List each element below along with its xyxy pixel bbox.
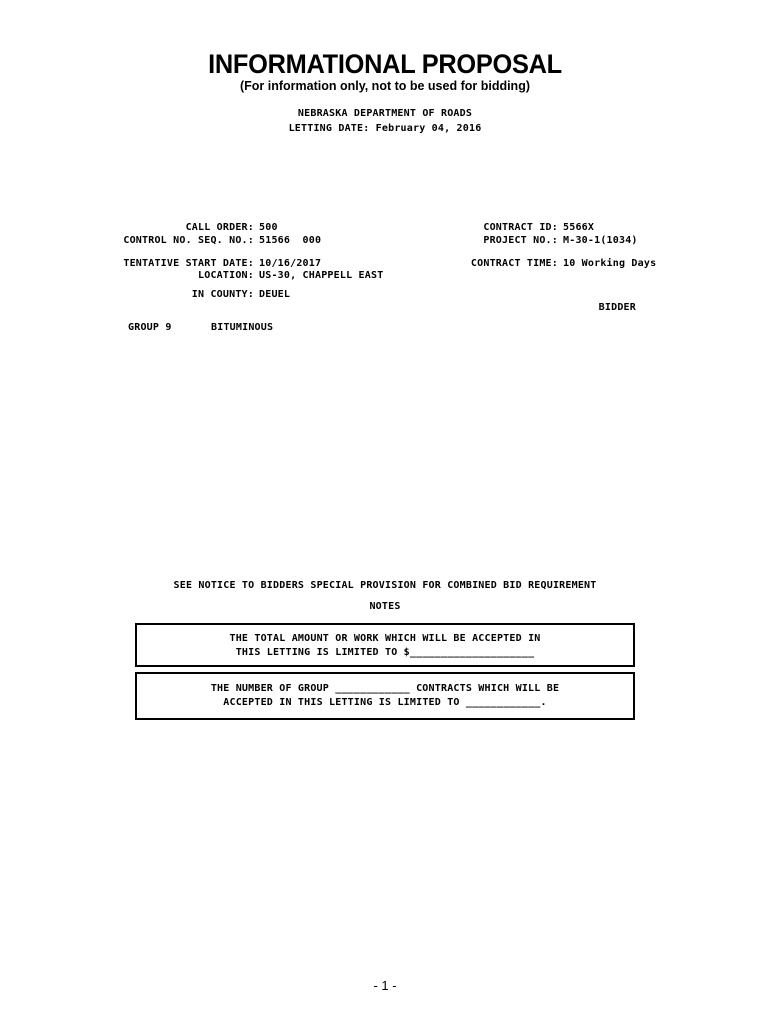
page-number: - 1 - <box>373 978 397 993</box>
group-value: BITUMINOUS <box>211 322 274 333</box>
start-date-value: 10/16/2017 <box>259 258 322 269</box>
bidder-label: BIDDER <box>598 302 636 313</box>
department-name: NEBRASKA DEPARTMENT OF ROADS <box>297 108 473 119</box>
combined-bid-notice: SEE NOTICE TO BIDDERS SPECIAL PROVISION FOR COMBINED BID REQUIREMENT <box>173 580 597 591</box>
contract-time-label: CONTRACT TIME: <box>470 258 558 269</box>
contract-id-value: 5566X <box>563 222 595 233</box>
total-amount-line-2: THIS LETTING IS LIMITED TO $____________________ <box>235 647 535 658</box>
notes-label: NOTES <box>369 601 401 612</box>
project-no-label: PROJECT NO.: <box>483 235 558 246</box>
contract-id-label: CONTRACT ID: <box>483 222 558 233</box>
page-subtitle: (For information only, not to be used for bidding) <box>239 79 530 93</box>
call-order-value: 500 <box>259 222 278 233</box>
contract-time-value: 10 Working Days <box>563 258 657 269</box>
control-seq-label: CONTROL NO. SEQ. NO.: <box>123 235 254 246</box>
contract-count-line-1: THE NUMBER OF GROUP ____________ CONTRACTS WHICH WILL BE <box>210 683 560 694</box>
county-label: IN COUNTY: <box>191 289 254 300</box>
group-label: GROUP 9 <box>128 322 172 333</box>
contract-count-limit-box <box>135 672 635 720</box>
letting-date: LETTING DATE: February 04, 2016 <box>288 123 482 134</box>
location-value: US-30, CHAPPELL EAST <box>259 270 384 281</box>
county-value: DEUEL <box>259 289 291 300</box>
start-date-label: TENTATIVE START DATE: <box>123 258 254 269</box>
contract-count-line-2: ACCEPTED IN THIS LETTING IS LIMITED TO ____________. <box>223 697 547 708</box>
total-amount-line-1: THE TOTAL AMOUNT OR WORK WHICH WILL BE ACCEPTED IN <box>229 633 541 644</box>
location-label: LOCATION: <box>198 270 254 281</box>
call-order-label: CALL ORDER: <box>185 222 254 233</box>
total-amount-limit-box <box>135 623 635 667</box>
control-seq-value: 51566 000 <box>259 235 322 246</box>
project-no-value: M-30-1(1034) <box>563 235 638 246</box>
page-title: INFORMATIONAL PROPOSAL <box>208 49 562 79</box>
